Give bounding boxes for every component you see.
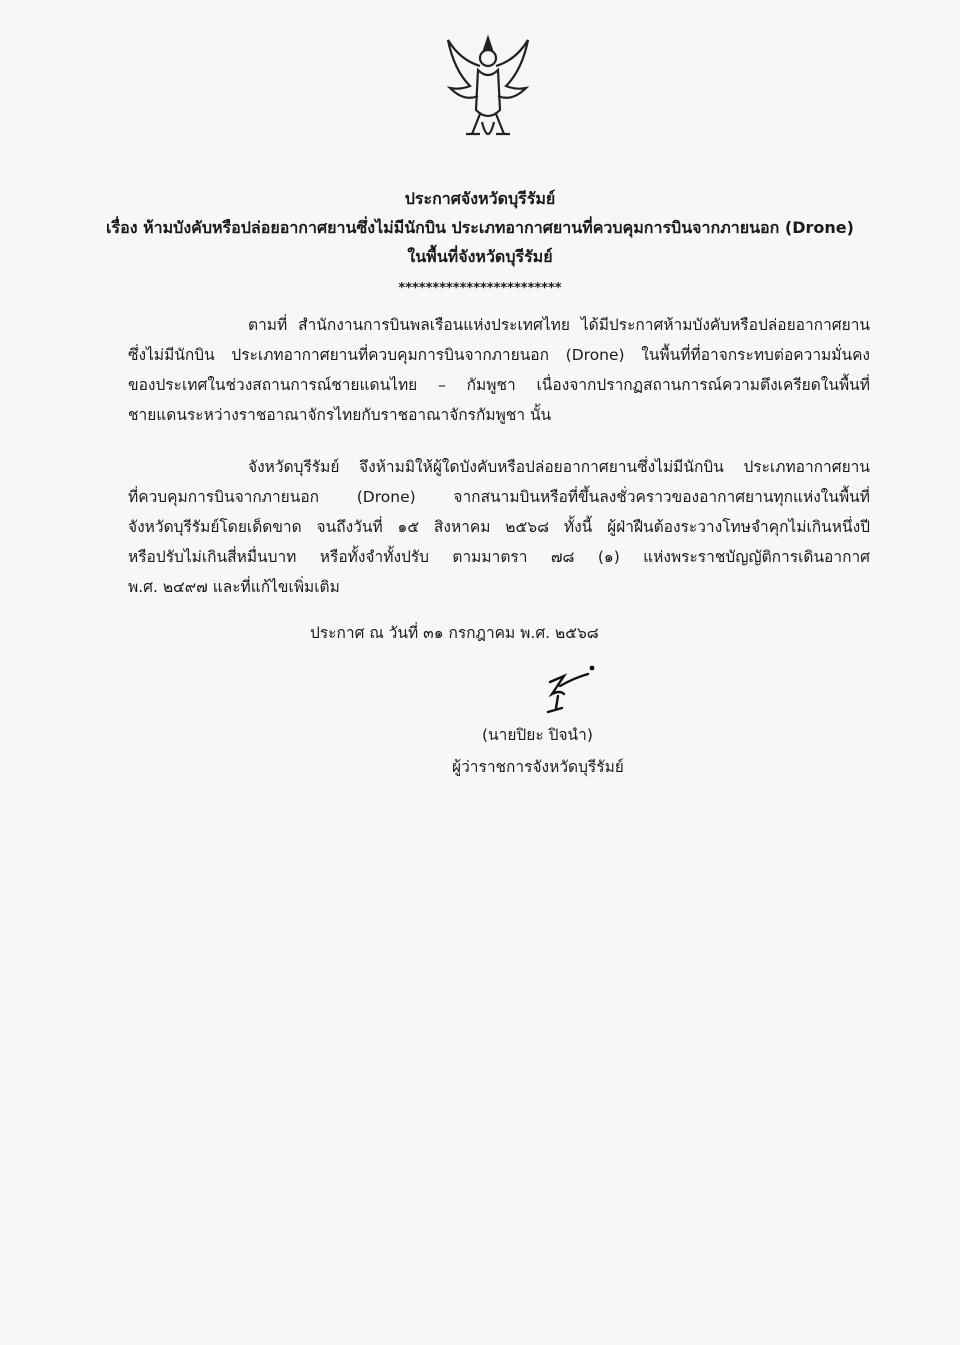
date-line: ประกาศ ณ วันที่ ๓๑ กรกฎาคม พ.ศ. ๒๕๖๘ — [310, 624, 599, 642]
paragraph2-line: หรือปรับไม่เกินสี่หมื่นบาท หรือทั้งจำทั้งปรับ ตามมาตรา ๗๘ (๑) แห่งพระราชบัญญัติการเดินอากาศ — [128, 548, 870, 566]
paragraph1-line: ชายแดนระหว่างราชอาณาจักรไทยกับราชอาณาจักรกัมพูชา นั้น — [128, 406, 552, 424]
paragraph1-line: ของประเทศในช่วงสถานการณ์ชายแดนไทย – กัมพูชา เนื่องจากปรากฏสถานการณ์ความตึงเครียดในพื้นที่ — [128, 376, 870, 394]
signature-image — [530, 660, 600, 720]
paragraph1-line: ซึ่งไม่มีนักบิน ประเภทอากาศยานที่ควบคุมการบินจากภายนอก (Drone) ในพื้นที่ที่อาจกระทบต่อความมั่นคง — [128, 346, 870, 364]
paragraph2-line: จังหวัดบุรีรัมย์โดยเด็ดขาด จนถึงวันที่ ๑๕ สิงหาคม ๒๕๖๘ ทั้งนี้ ผู้ฝ่าฝืนต้องระวางโทษจำคุกไม่เกินหนึ่งปี — [128, 518, 870, 536]
signatory-position: ผู้ว่าราชการจังหวัดบุรีรัมย์ — [452, 758, 624, 776]
announcement-subject: เรื่อง ห้ามบังคับหรือปล่อยอากาศยานซึ่งไม่มีนักบิน ประเภทอากาศยานที่ควบคุมการบินจากภายนอก (Drone) — [106, 218, 854, 237]
signatory-name: (นายปิยะ ปิจนำ) — [482, 726, 593, 744]
paragraph2-line: จังหวัดบุรีรัมย์ จึงห้ามมิให้ผู้ใดบังคับหรือปล่อยอากาศยานซึ่งไม่มีนักบิน ประเภทอากาศยาน — [248, 458, 870, 476]
paragraph2-line: ที่ควบคุมการบินจากภายนอก (Drone) จากสนามบินหรือที่ขึ้นลงชั่วคราวของอากาศยานทุกแห่งในพื้นที่ — [128, 488, 870, 506]
separator: ************************ — [398, 281, 562, 296]
garuda-emblem-icon — [440, 30, 536, 150]
paragraph2-line: พ.ศ. ๒๔๙๗ และที่แก้ไขเพิ่มเติม — [128, 578, 340, 596]
announcement-subject-line2: ในพื้นที่จังหวัดบุรีรัมย์ — [407, 247, 553, 266]
paragraph1-line: ตามที่ สำนักงานการบินพลเรือนแห่งประเทศไทย ได้มีประกาศห้ามบังคับหรือปล่อยอากาศยาน — [248, 316, 870, 334]
announcement-title: ประกาศจังหวัดบุรีรัมย์ — [404, 189, 556, 208]
